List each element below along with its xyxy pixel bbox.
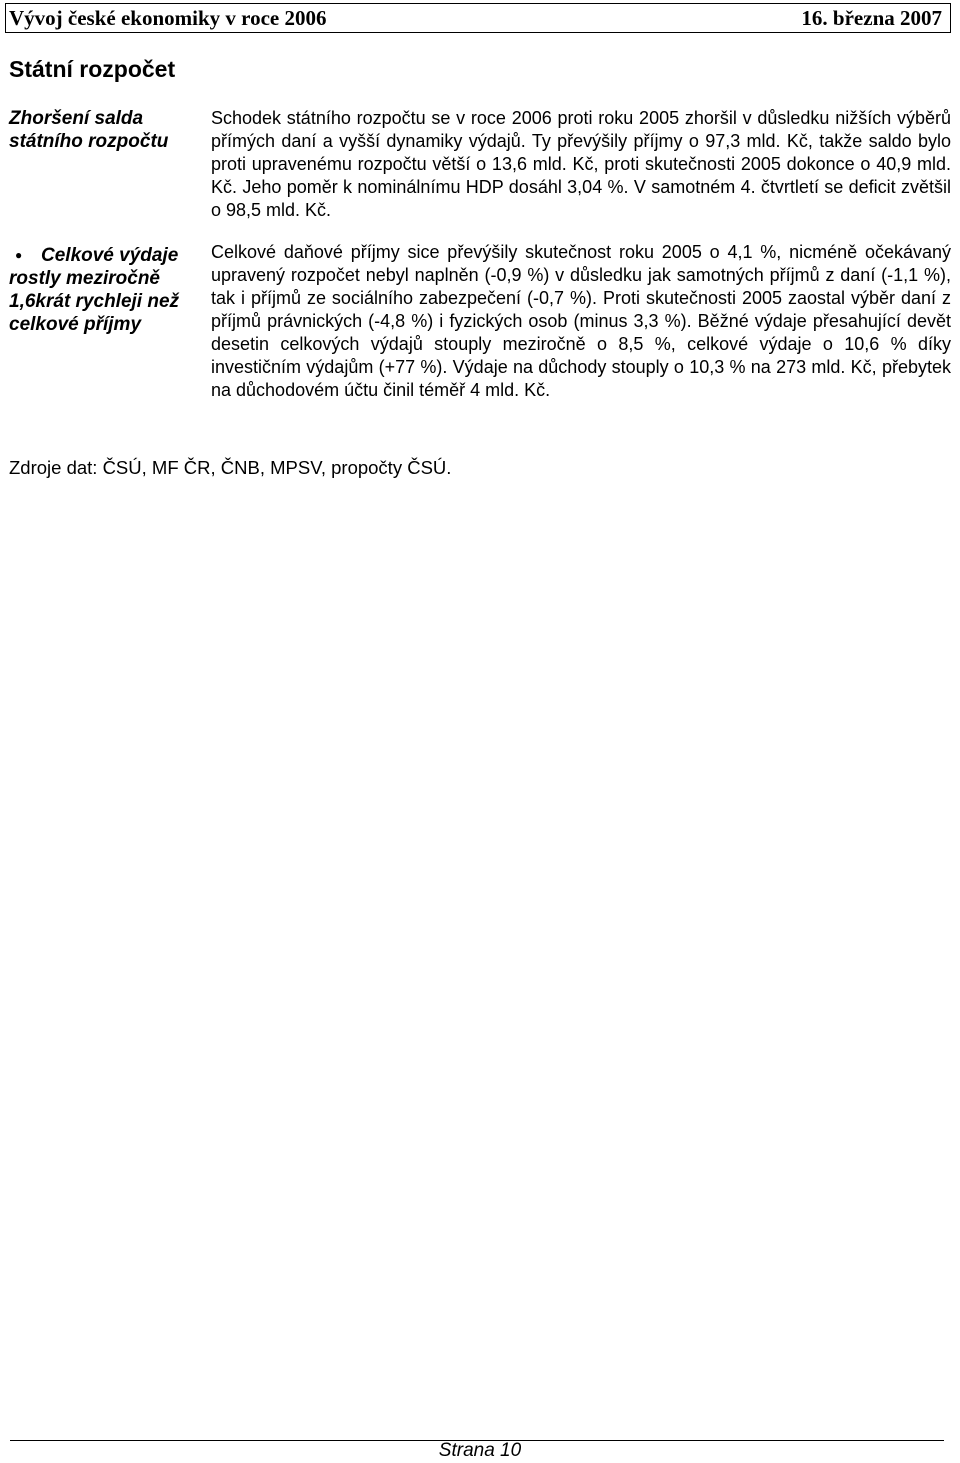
section-title: Státní rozpočet — [9, 56, 176, 82]
paragraph-revenues-expenditures: Celkové daňové příjmy sice převýšily skutečnost roku 2005 o 4,1 %, nicméně očekávaný upravený rozpočet nebyl naplněn (-0,9 %) v důsledku jak samotných příjmů z daní (-1,1 %), tak i příjmů ze sociálního zabezpečení (-0,7 %). Proti skutečnosti 2005 zaostal výběr daní z příjmů právnických (-4,8 %) i fyzických osob (minus 3,3 %). Běžné výdaje přesahující devět desetin celkových výdajů stouply meziročně o 8,5 %, celkové výdaje o 10,6 % díky investičním výdajům (+77 %). Výdaje na důchody stouply o 10,3 % na 273 mld. Kč, přebytek na důchodovém účtu činil téměř 4 mld. Kč. — [211, 242, 951, 400]
page-number: Strana 10 — [438, 1440, 522, 1461]
margin-note-budget-balance: Zhoršení salda státního rozpočtu — [9, 108, 169, 152]
data-sources: Zdroje dat: ČSÚ, MF ČR, ČNB, MPSV, propočty ČSÚ. — [9, 457, 452, 478]
margin-note-expenditure-growth — [9, 244, 195, 336]
margin-note-text: Celkové výdaje rostly meziročně 1,6krát rychleji než celkové příjmy — [9, 245, 180, 335]
document-title: Vývoj české ekonomiky v roce 2006 — [9, 5, 327, 30]
document-date: 16. března 2007 — [801, 5, 942, 30]
paragraph-budget-deficit: Schodek státního rozpočtu se v roce 2006 proti roku 2005 zhoršil v důsledku nižších výběrů přímých daní a vyšší dynamiky výdajů. Ty převýšily příjmy o 97,3 mld. Kč, takže saldo bylo proti upravenému rozpočtu větší o 13,6 mld. Kč, proti skutečnosti 2005 dokonce o 40,9 mld. Kč. Jeho poměr k nominálnímu HDP dosáhl 3,04 %. V samotném 4. čtvrtletí se deficit zvětšil o 98,5 mld. Kč. — [211, 108, 951, 220]
page-header — [5, 3, 951, 33]
bullet-icon: ● — [15, 248, 23, 262]
